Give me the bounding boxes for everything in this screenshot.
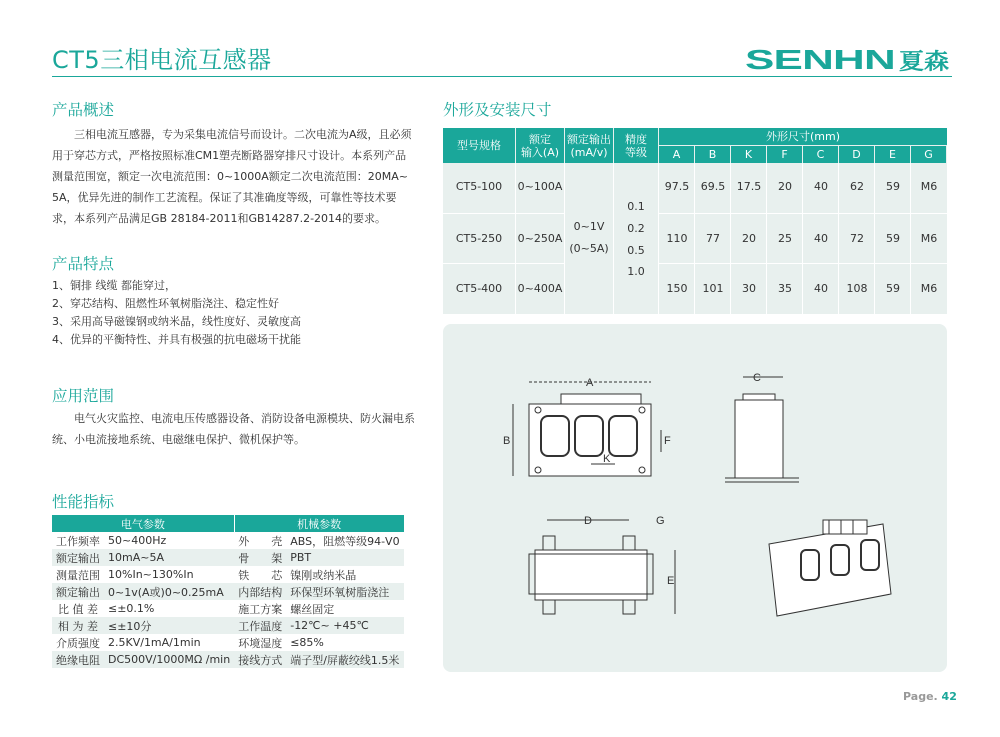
overview-line: 三相电流互感器，专为采集电流信号而设计。二次电流为A级，且必须 bbox=[74, 128, 412, 141]
dimension-cell-f: 20 bbox=[778, 180, 792, 193]
param-label: 铁 芯 bbox=[238, 568, 283, 582]
header-col-e: E bbox=[875, 146, 910, 163]
dimension-cell-g: M6 bbox=[920, 232, 938, 245]
header-model: 型号规格 bbox=[443, 128, 515, 163]
dimension-cell-b: 101 bbox=[702, 282, 724, 295]
top-view-drawing bbox=[529, 520, 675, 614]
model-cell: CT5-100 bbox=[455, 180, 503, 193]
mechanical-params-header: 机械参数 bbox=[234, 515, 403, 532]
param-label: 额定输出 bbox=[52, 549, 104, 566]
param-value: -12℃~ +45℃ bbox=[286, 617, 403, 634]
dim-label-k: K bbox=[603, 453, 611, 465]
feature-item: 3、采用高导磁镍钢或纳米晶，线性度好、灵敏度高 bbox=[52, 315, 301, 328]
param-value: ≤±0.1% bbox=[108, 602, 155, 615]
row-separator bbox=[443, 263, 565, 264]
header-col-g: G bbox=[911, 146, 946, 163]
applications-line: 电气火灾监控、电流电压传感器设备、消防设备电源模块、防火漏电系 bbox=[74, 412, 415, 425]
dimensions-title: 外形及安装尺寸 bbox=[443, 101, 552, 119]
header-rated-input: 额定 输入(A) bbox=[516, 128, 564, 163]
table-row bbox=[52, 651, 404, 668]
dimension-cell-b: 77 bbox=[706, 232, 720, 245]
header-col-c: C bbox=[803, 146, 838, 163]
dimension-cell-e: 59 bbox=[886, 282, 900, 295]
dimension-cell-c: 40 bbox=[814, 232, 828, 245]
overview-line: 用于穿芯方式，严格按照标准CM1塑壳断路器穿排尺寸设计。本系列产品 bbox=[52, 149, 407, 162]
header-rule-right bbox=[742, 76, 952, 77]
feature-item: 1、铜排 线缆 都能穿过， bbox=[52, 279, 176, 292]
drawings-panel bbox=[443, 324, 947, 672]
header-col-a: A bbox=[659, 146, 694, 163]
dimension-cell-b: 69.5 bbox=[700, 180, 726, 193]
dimension-cell-k: 20 bbox=[742, 232, 756, 245]
dimension-cell-a: 97.5 bbox=[664, 180, 690, 193]
applications-line: 统、小电流接地系统、电磁继电保护、微机保护等。 bbox=[52, 433, 305, 446]
dim-label-c: C bbox=[753, 372, 761, 384]
param-label: 绝缘电阻 bbox=[52, 651, 104, 668]
dim-label-a: A bbox=[586, 377, 594, 389]
overview-line: 求，本系列产品满足GB 28184-2011和GB14287.2-2014的要求。 bbox=[52, 212, 387, 225]
param-label: 介质强度 bbox=[56, 636, 100, 650]
dim-label-d: D bbox=[584, 515, 592, 527]
header-col-f: F bbox=[767, 146, 802, 163]
dimension-cell-f: 35 bbox=[778, 282, 792, 295]
input-cell: 0~400A bbox=[517, 282, 563, 295]
accuracy-cell: 0.2 bbox=[627, 222, 645, 235]
dimension-cell-e: 59 bbox=[886, 180, 900, 193]
dim-label-f: F bbox=[664, 435, 671, 447]
table-row bbox=[52, 566, 404, 583]
param-label: 骨 架 bbox=[234, 549, 286, 566]
header-rated-output: 额定输出 (mA/v) bbox=[565, 128, 613, 163]
dimension-cell-k: 17.5 bbox=[736, 180, 762, 193]
accuracy-cell: 1.0 bbox=[627, 265, 645, 278]
table-row bbox=[52, 549, 404, 566]
overview-line: 5A，优异先进的制作工艺流程。保证了其准确度等级，可靠性等技术要 bbox=[52, 191, 397, 204]
param-value: 0~1v(A或)0~0.25mA bbox=[104, 583, 234, 600]
header-col-k: K bbox=[731, 146, 766, 163]
row-separator bbox=[443, 213, 565, 214]
accuracy-cell: 0.1 bbox=[627, 200, 645, 213]
front-view-drawing bbox=[513, 382, 661, 476]
param-label: 外 壳 bbox=[238, 534, 283, 548]
performance-title: 性能指标 bbox=[52, 493, 115, 511]
header-rule-left bbox=[52, 76, 742, 77]
param-value: 10%In~130%In bbox=[108, 568, 194, 581]
dim-label-g: G bbox=[656, 515, 665, 527]
param-value: DC500V/1000MΩ /min bbox=[104, 651, 234, 668]
technical-drawings bbox=[443, 324, 947, 672]
dimension-cell-a: 110 bbox=[666, 232, 688, 245]
param-label: 测量范围 bbox=[56, 568, 100, 582]
overview-line: 测量范围宽，额定一次电流范围：0~1000A额定二次电流范围：20MA~ bbox=[52, 170, 408, 183]
param-label: 接线方式 bbox=[234, 651, 286, 668]
model-cell: CT5-250 bbox=[455, 232, 503, 245]
model-cell: CT5-400 bbox=[455, 282, 503, 295]
page-number bbox=[903, 690, 957, 703]
dim-label-b: B bbox=[503, 435, 511, 447]
table-row bbox=[52, 600, 404, 617]
features-title: 产品特点 bbox=[52, 255, 115, 273]
overview-text bbox=[52, 124, 412, 229]
electrical-params-header: 电气参数 bbox=[52, 515, 234, 532]
input-cell: 0~100A bbox=[517, 180, 563, 193]
performance-table bbox=[52, 515, 404, 668]
applications-title: 应用范围 bbox=[52, 387, 115, 405]
dimension-cell-d: 62 bbox=[850, 180, 864, 193]
output-cell: (0~5A) bbox=[569, 242, 609, 255]
param-label: 内部结构 bbox=[234, 583, 286, 600]
param-label: 施工方案 bbox=[238, 602, 283, 616]
param-value: 端子型/屏蔽绞线1.5米 bbox=[286, 651, 403, 668]
row-separator bbox=[658, 213, 947, 214]
brand-logo bbox=[745, 44, 950, 74]
param-value: 2.5KV/1mA/1min bbox=[108, 636, 201, 649]
isometric-view-drawing bbox=[769, 520, 891, 616]
param-value: 50~400Hz bbox=[108, 534, 167, 547]
features-list bbox=[52, 277, 301, 349]
column-separator bbox=[564, 163, 565, 314]
dimension-cell-g: M6 bbox=[920, 282, 938, 295]
accuracy-cell: 0.5 bbox=[627, 244, 645, 257]
param-label: 相 为 差 bbox=[52, 617, 104, 634]
brand-chinese: 夏森 bbox=[899, 50, 944, 74]
table-row bbox=[52, 532, 404, 549]
dimension-cell-f: 25 bbox=[778, 232, 792, 245]
param-value: ≤±10分 bbox=[104, 617, 234, 634]
dimension-cell-d: 72 bbox=[850, 232, 864, 245]
performance-table-header bbox=[52, 515, 404, 532]
param-label: 额定输出 bbox=[52, 583, 104, 600]
page-label: Page. bbox=[903, 690, 938, 703]
param-label: 工作温度 bbox=[234, 617, 286, 634]
param-label: 环境湿度 bbox=[238, 636, 283, 650]
header-accuracy: 精度 等级 bbox=[614, 128, 658, 163]
param-value: 环保型环氧树脂浇注 bbox=[286, 583, 403, 600]
dimension-cell-a: 150 bbox=[666, 282, 688, 295]
side-view-drawing bbox=[725, 377, 799, 482]
page-number-value: 42 bbox=[941, 690, 957, 703]
table-row bbox=[52, 617, 404, 634]
param-label: 工作频率 bbox=[56, 534, 100, 548]
header-dimensions: 外形尺寸(mm) bbox=[659, 128, 947, 145]
param-value: 螺丝固定 bbox=[290, 602, 335, 616]
applications-text bbox=[52, 408, 415, 450]
dim-label-e: E bbox=[667, 575, 675, 587]
dimension-cell-c: 40 bbox=[814, 180, 828, 193]
brand-latin: SENHN bbox=[745, 44, 895, 74]
param-value: ABS，阻燃等级94-V0 bbox=[290, 534, 400, 548]
table-row bbox=[52, 634, 404, 651]
param-value: PBT bbox=[286, 549, 403, 566]
column-separator bbox=[613, 163, 614, 314]
output-cell: 0~1V bbox=[573, 220, 605, 233]
table-row bbox=[52, 583, 404, 600]
dimension-cell-c: 40 bbox=[814, 282, 828, 295]
overview-title: 产品概述 bbox=[52, 101, 115, 119]
dimension-cell-k: 30 bbox=[742, 282, 756, 295]
feature-item: 2、穿芯结构、阻燃性环氧树脂浇注、稳定性好 bbox=[52, 297, 279, 310]
header-col-d: D bbox=[839, 146, 874, 163]
dimension-cell-e: 59 bbox=[886, 232, 900, 245]
param-value: ≤85% bbox=[290, 636, 324, 649]
param-value: 10mA~5A bbox=[104, 549, 234, 566]
dimension-cell-d: 108 bbox=[846, 282, 868, 295]
row-separator bbox=[658, 263, 947, 264]
dimension-cell-g: M6 bbox=[920, 180, 938, 193]
param-value: 镍刚或纳米晶 bbox=[290, 568, 357, 582]
header-col-b: B bbox=[695, 146, 730, 163]
param-label: 比 值 差 bbox=[58, 602, 98, 616]
input-cell: 0~250A bbox=[517, 232, 563, 245]
page-title: CT5三相电流互感器 bbox=[52, 46, 272, 74]
feature-item: 4、优异的平衡特性、并具有极强的抗电磁场干扰能 bbox=[52, 333, 301, 346]
dimensions-table bbox=[443, 128, 947, 314]
